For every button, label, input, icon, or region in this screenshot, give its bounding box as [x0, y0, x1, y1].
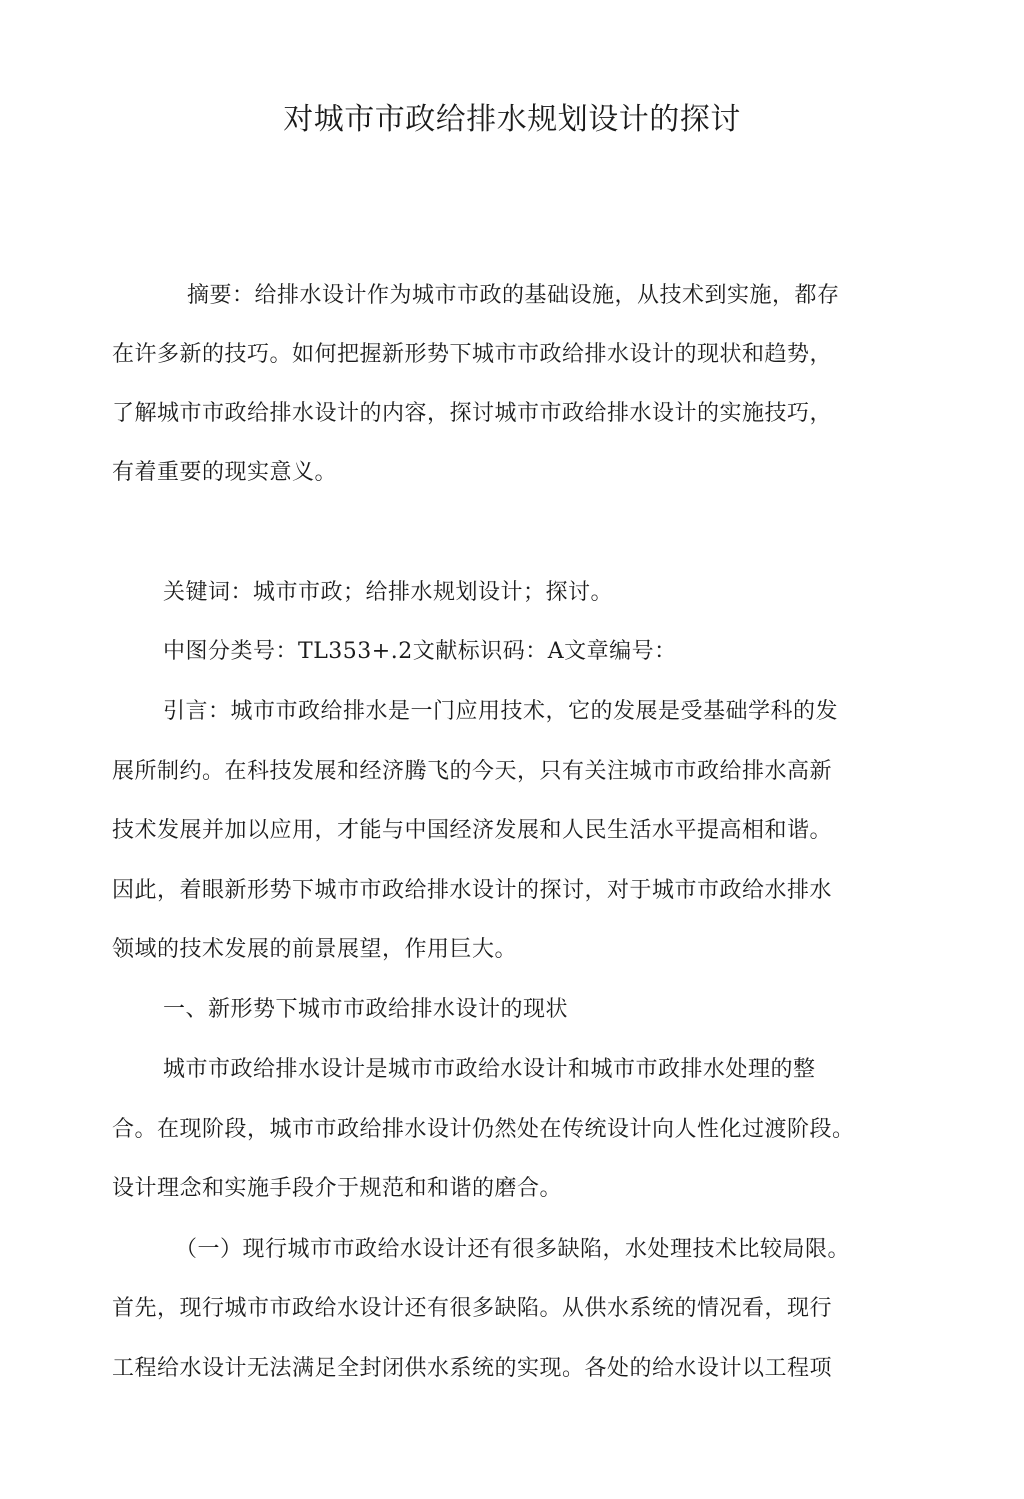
classification-code: TL353+.2: [298, 639, 413, 664]
article-no-label: 文章编号：: [564, 639, 677, 664]
intro-line: 引言：城市市政给排水是一门应用技术，它的发展是受基础学科的发: [163, 699, 839, 724]
section-heading: 一、新形势下城市市政给排水设计的现状: [163, 997, 569, 1022]
intro-line: 领域的技术发展的前景展望，作用巨大。: [112, 937, 518, 962]
classification-line: [163, 637, 677, 667]
section-line: 合。在现阶段，城市市政给排水设计仍然处在传统设计向人性化过渡阶段。: [112, 1117, 855, 1142]
section-line: 城市市政给排水设计是城市市政给水设计和城市市政排水处理的整: [163, 1057, 816, 1082]
doc-code-label: 文献标识码：: [412, 639, 548, 664]
keywords-line: 关键词：城市市政；给排水规划设计；探讨。: [163, 580, 614, 605]
document-title: 对城市市政给排水规划设计的探讨: [283, 102, 741, 137]
classification-prefix: 中图分类号：: [163, 639, 299, 664]
subsection-line: 首先，现行城市市政给水设计还有很多缺陷。从供水系统的情况看，现行: [112, 1296, 833, 1321]
subsection-heading: （一）现行城市市政给水设计还有很多缺陷，水处理技术比较局限。: [175, 1237, 851, 1262]
subsection-line: 工程给水设计无法满足全封闭供水系统的实现。各处的给水设计以工程项: [112, 1356, 833, 1381]
abstract-line: 摘要：给排水设计作为城市市政的基础设施，从技术到实施，都存: [187, 283, 840, 308]
abstract-line: 了解城市市政给排水设计的内容，探讨城市市政给排水设计的实施技巧，: [112, 401, 833, 426]
doc-code: A: [547, 639, 565, 664]
abstract-line: 有着重要的现实意义。: [112, 460, 338, 485]
abstract-line: 在许多新的技巧。如何把握新形势下城市市政给排水设计的现状和趋势，: [112, 342, 833, 367]
section-line: 设计理念和实施手段介于规范和和谐的磨合。: [112, 1176, 563, 1201]
intro-line: 因此，着眼新形势下城市市政给排水设计的探讨，对于城市市政给水排水: [112, 878, 833, 903]
intro-line: 展所制约。在科技发展和经济腾飞的今天，只有关注城市市政给排水高新: [112, 759, 833, 784]
intro-line: 技术发展并加以应用，才能与中国经济发展和人民生活水平提高相和谐。: [112, 818, 833, 843]
